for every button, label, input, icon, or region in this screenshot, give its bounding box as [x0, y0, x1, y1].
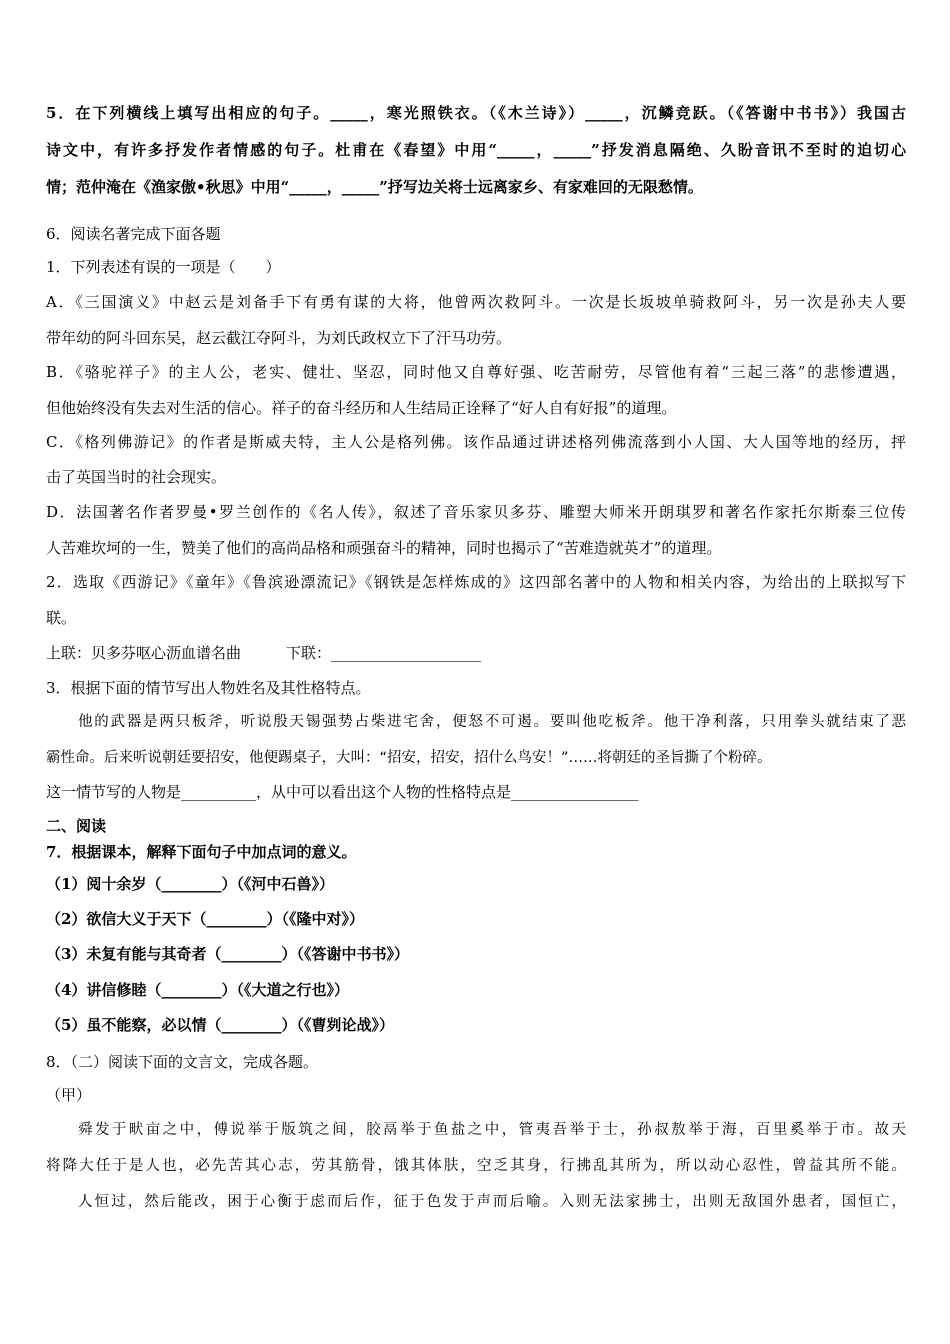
section-heading: 二、阅读	[46, 817, 107, 835]
q6-title: 6．阅读名著完成下面各题	[46, 225, 221, 243]
q7-item-4: （4）讲信修睦（________）（《大道之行也》）	[46, 981, 349, 999]
q6-option-d-line-1: D．法国著名作者罗曼•罗兰创作的《名人传》，叙述了音乐家贝多芬、雕塑大师米开朗琪罗和著名作家托尔斯泰三位传	[46, 503, 906, 521]
q5-line-1: 5．在下列横线上填写出相应的句子。_____，寒光照铁衣。（《木兰诗》）_____，沉鳞竞跃。（《答谢中书书》）我国古	[46, 104, 906, 122]
q6-passage-line-1: 他的武器是两只板斧，听说殷天锡强势占柴进宅舍，便怒不可遏。要叫他吃板斧。他干净利落，只用拳头就结束了恶	[78, 714, 906, 730]
q6-option-b-line-2: 但他始终没有失去对生活的信心。祥子的奋斗经历和人生结局正诠释了“好人自有好报”的道理。	[46, 399, 677, 417]
q8-text-line-3: 人恒过，然后能改，困于心衡于虑而后作，征于色发于声而后喻。入则无法家拂士，出则无敌国外患者，国恒亡，	[78, 1194, 906, 1210]
q7-item-3: （3）未复有能与其奇者（________）（《答谢中书书》）	[46, 945, 409, 963]
q6-option-a-line-2: 带年幼的阿斗回东吴，赵云截江夺阿斗，为刘氏政权立下了汗马功劳。	[46, 329, 512, 347]
q7-title: 7．根据课本，解释下面句子中加点词的意义。	[46, 843, 357, 861]
q6-sub2-line-1: 2．选取《西游记》《童年》《鲁滨逊漂流记》《钢铁是怎样炼成的》这四部名著中的人物和相关内容，为给出的上联拟写下	[46, 573, 906, 591]
q6-sub3: 3．根据下面的情节写出人物姓名及其性格特点。	[46, 679, 371, 697]
q8-text-line-1: 舜发于畎亩之中，傅说举于版筑之间，胶鬲举于鱼盐之中，管夷吾举于士，孙叔敖举于海，百里奚举于市。故天	[78, 1122, 906, 1138]
q8-title: 8．（二）阅读下面的文言文，完成各题。	[46, 1053, 319, 1071]
q5-line-3: 情；范仲淹在《渔家傲•秋思》中用“_____，_____”抒写边关将士远离家乡、有家难回的无限愁情。	[46, 178, 703, 196]
q7-item-5: （5）虽不能察，必以情（________）（《曹刿论战》）	[46, 1016, 394, 1034]
q6-option-b-line-1: B．《骆驼祥子》的主人公，老实、健壮、坚忍，同时他又自尊好强、吃苦耐劳，尽管他有着“三起三落”的悲惨遭遇，	[46, 363, 906, 381]
q6-sub2-line-2: 联。	[46, 609, 77, 627]
q6-option-c-line-1: C．《格列佛游记》的作者是斯威夫特，主人公是格列佛。该作品通过讲述格列佛流落到小人国、大人国等地的经历，抨	[46, 433, 906, 451]
q6-option-a-line-1: A．《三国演义》中赵云是刘备手下有勇有谋的大将，他曾两次救阿斗。一次是长坂坡单骑救阿斗，另一次是孙夫人要	[46, 293, 906, 311]
q6-option-d-line-2: 人苦难坎坷的一生，赞美了他们的高尚品格和顽强奋斗的精神，同时也揭示了“苦难造就英才”的道理。	[46, 539, 722, 557]
q7-item-1: （1）阅十余岁（________）（《河中石兽》）	[46, 875, 334, 893]
q7-item-2: （2）欲信大义于天下（________）（《隆中对》）	[46, 910, 364, 928]
q6-couplet: 上联：贝多芬呕心沥血谱名曲 下联：____________________	[46, 644, 482, 662]
q6-answer-line: 这一情节写的人物是__________，从中可以看出这个人物的性格特点是_________________	[46, 783, 639, 801]
q6-option-c-line-2: 击了英国当时的社会现实。	[46, 468, 227, 486]
q8-part-label: （甲）	[46, 1086, 92, 1104]
q6-passage-line-2: 霸性命。后来听说朝廷要招安，他便踢桌子，大叫：“招安，招安，招什么鸟安！”……将朝廷的圣旨撕了个粉碎。	[46, 750, 772, 766]
q5-line-2: 诗文中，有许多抒发作者情感的句子。杜甫在《春望》中用“_____，_____”抒发消息隔绝、久盼音讯不至时的迫切心	[46, 141, 906, 159]
q8-text-line-2: 将降大任于是人也，必先苦其心志，劳其筋骨，饿其体肤，空乏其身，行拂乱其所为，所以动心忍性，曾益其所不能。	[46, 1158, 906, 1174]
q6-sub1: 1．下列表述有误的一项是（ ）	[46, 258, 281, 276]
